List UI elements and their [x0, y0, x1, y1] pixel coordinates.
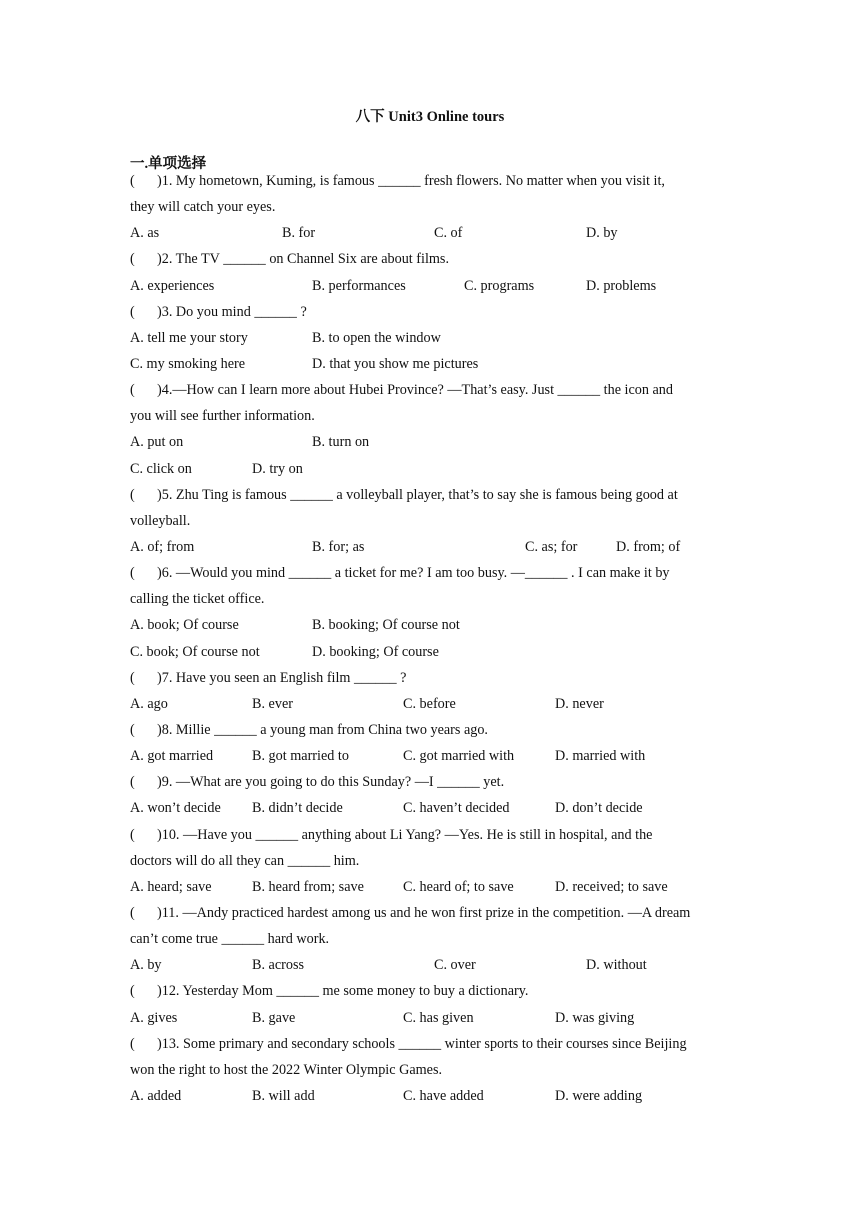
option-c: C. has given [403, 1009, 474, 1026]
question-11 [130, 900, 730, 978]
option-c: C. of [434, 225, 463, 242]
option-c: C. programs [464, 277, 535, 294]
answer-paren: ( [130, 251, 135, 268]
question-10 [130, 822, 730, 900]
option-d: D. don’t decide [555, 800, 643, 817]
option-c: C. click on [130, 460, 192, 477]
option-d: D. without [586, 957, 647, 974]
question-list [130, 168, 730, 1109]
option-b: B. will add [252, 1087, 315, 1104]
option-d: D. by [586, 225, 618, 242]
option-a: A. heard; save [130, 878, 212, 895]
option-b: B. gave [252, 1009, 296, 1026]
option-d: D. booking; Of course [312, 643, 439, 660]
option-row [130, 534, 730, 560]
answer-paren: ( [130, 565, 135, 582]
option-b: B. got married to [252, 748, 349, 765]
question-2 [130, 246, 730, 298]
question-stem-text: you will see further information. [130, 408, 315, 425]
option-d: D. received; to save [555, 878, 668, 895]
question-stem-text: volleyball. [130, 512, 191, 529]
answer-paren: ( [130, 173, 135, 189]
option-b: B. across [252, 957, 305, 974]
answer-paren: ( [130, 486, 135, 503]
option-c: C. have added [403, 1087, 484, 1104]
answer-paren: ( [130, 669, 135, 686]
option-d: D. that you show me pictures [312, 355, 479, 372]
question-stem-text: )5. Zhu Ting is famous ______ a volleyball player, that’s to say she is famous being good at [157, 486, 678, 503]
option-row [130, 1083, 730, 1109]
answer-paren: ( [130, 1035, 135, 1052]
option-a: A. got married [130, 748, 214, 765]
option-row [130, 743, 730, 769]
question-stem-text: )13. Some primary and secondary schools ______ winter sports to their courses since Beijing [157, 1035, 687, 1052]
answer-paren: ( [130, 774, 135, 791]
question-stem-text: )4.—How can I learn more about Hubei Province? —That’s easy. Just ______ the icon and [157, 382, 673, 399]
answer-paren: ( [130, 983, 135, 1000]
question-stem-text: )7. Have you seen an English film ______ ? [157, 669, 407, 686]
question-5 [130, 482, 730, 560]
option-b: B. performances [312, 277, 406, 294]
question-13 [130, 1031, 730, 1109]
question-6 [130, 560, 730, 665]
option-row [130, 874, 730, 900]
option-c: C. over [434, 957, 476, 974]
option-d: D. married with [555, 748, 646, 765]
question-stem-text: calling the ticket office. [130, 591, 265, 608]
option-a: A. tell me your story [130, 329, 248, 346]
option-a: A. as [130, 225, 160, 242]
option-c: C. haven’t decided [403, 800, 510, 817]
option-d: D. problems [586, 277, 657, 294]
question-stem-text: )6. —Would you mind ______ a ticket for me? I am too busy. —______ . I can make it by [157, 565, 670, 582]
option-d: D. from; of [616, 538, 681, 555]
option-row [130, 639, 730, 665]
option-d: D. never [555, 695, 604, 712]
option-a: A. by [130, 957, 162, 974]
question-stem-text: )12. Yesterday Mom ______ me some money to buy a dictionary. [157, 983, 529, 1000]
option-row [130, 952, 730, 978]
option-d: D. try on [252, 460, 303, 477]
option-row [130, 273, 730, 299]
option-c: C. heard of; to save [403, 878, 514, 895]
option-row [130, 456, 730, 482]
question-stem-text: )10. —Have you ______ anything about Li Yang? —Yes. He is still in hospital, and the [157, 826, 653, 843]
answer-paren: ( [130, 721, 135, 738]
option-b: B. didn’t decide [252, 800, 343, 817]
option-a: A. experiences [130, 277, 215, 294]
option-row [130, 220, 730, 246]
question-stem-text: they will catch your eyes. [130, 199, 276, 216]
option-b: B. ever [252, 695, 293, 712]
option-c: C. before [403, 695, 456, 712]
option-c: C. my smoking here [130, 355, 246, 372]
option-a: A. ago [130, 695, 168, 712]
answer-paren: ( [130, 382, 135, 399]
question-stem-text: doctors will do all they can ______ him. [130, 852, 360, 869]
option-row [130, 325, 730, 351]
question-stem-text: )11. —Andy practiced hardest among us and he won first prize in the competition. —A dream [157, 904, 691, 921]
option-b: B. to open the window [312, 329, 441, 346]
option-c: C. got married with [403, 748, 515, 765]
option-row [130, 795, 730, 821]
question-4 [130, 377, 730, 482]
answer-paren: ( [130, 826, 135, 843]
option-row [130, 612, 730, 638]
option-row [130, 351, 730, 377]
answer-paren: ( [130, 904, 135, 921]
option-a: A. added [130, 1087, 182, 1104]
question-7 [130, 665, 730, 717]
option-b: B. for [282, 225, 316, 242]
question-stem-text: )8. Millie ______ a young man from China two years ago. [157, 721, 488, 738]
option-b: B. for; as [312, 538, 365, 555]
option-d: D. were adding [555, 1087, 643, 1104]
question-stem-text: )9. —What are you going to do this Sunday? —I ______ yet. [157, 774, 505, 791]
answer-paren: ( [130, 303, 135, 320]
question-12 [130, 978, 730, 1030]
option-b: B. booking; Of course not [312, 617, 460, 634]
option-row [130, 1005, 730, 1031]
option-row [130, 691, 730, 717]
option-a: A. book; Of course [130, 617, 239, 634]
section-heading: 一.单项选择 [130, 156, 207, 172]
question-stem-text: )3. Do you mind ______ ? [157, 303, 307, 320]
option-a: A. gives [130, 1009, 178, 1026]
option-a: A. won’t decide [130, 800, 221, 817]
document-title: 八下 Unit3 Online tours [355, 109, 505, 125]
question-stem-text: )1. My hometown, Kuming, is famous ______ fresh flowers. No matter when you visit it, [157, 173, 665, 189]
question-stem-text: )2. The TV ______ on Channel Six are about films. [157, 251, 449, 268]
question-stem-text: can’t come true ______ hard work. [130, 931, 330, 948]
option-row [130, 429, 730, 455]
option-a: A. of; from [130, 538, 195, 555]
option-c: C. as; for [525, 538, 578, 555]
question-3 [130, 299, 730, 377]
option-b: B. heard from; save [252, 878, 364, 895]
option-c: C. book; Of course not [130, 643, 260, 660]
question-9 [130, 769, 730, 821]
option-b: B. turn on [312, 434, 370, 451]
option-a: A. put on [130, 434, 184, 451]
question-1 [130, 168, 730, 246]
option-d: D. was giving [555, 1009, 635, 1026]
question-stem-text: won the right to host the 2022 Winter Olympic Games. [130, 1061, 443, 1078]
question-8 [130, 717, 730, 769]
